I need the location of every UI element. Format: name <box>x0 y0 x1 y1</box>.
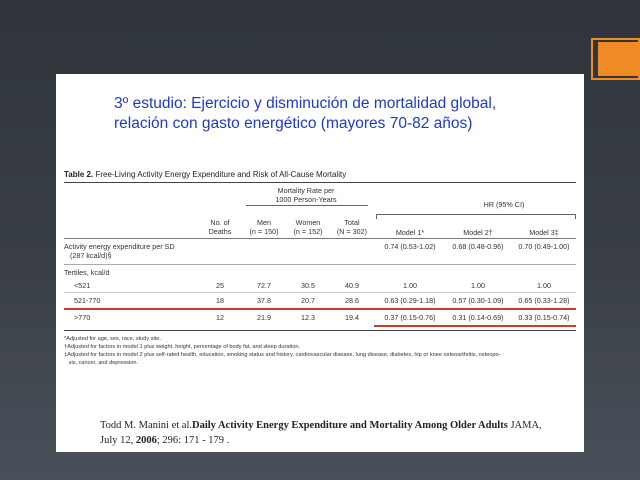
row-separator <box>64 292 576 293</box>
tertile-deaths: 25 <box>216 281 224 290</box>
col-header-total <box>332 218 372 236</box>
col-header-men <box>244 218 284 236</box>
row-sd-label <box>64 242 175 260</box>
tertile-label: 521-770 <box>74 296 101 305</box>
tertile-model1: 0.37 (0.15-0.76) <box>384 313 436 322</box>
tertile-model1: 0.63 (0.29-1.18) <box>384 296 436 305</box>
row-sd-model2: 0.68 (0.48-0.96) <box>452 242 504 251</box>
tertile-model3: 1.00 <box>537 281 551 290</box>
col-total-line-2: (N = 302) <box>336 227 368 236</box>
footnote-model2: †Adjusted for factors in model 1 plus weight, height, percentage of body fat, and sleep duration. <box>64 344 301 350</box>
accent-block-decoration <box>598 42 640 76</box>
slide-title-line-1: 3º estudio: Ejercicio y disminución de mortalidad global, <box>114 95 497 112</box>
tertile-model2: 1.00 <box>471 281 485 290</box>
highlight-red-line-top <box>64 308 576 310</box>
slide-title-line-2: relación con gasto energético (mayores 70-82 años) <box>114 115 473 132</box>
col-header-deaths <box>200 218 240 236</box>
highlight-red-line-bottom <box>374 325 576 327</box>
header-hr-group: HR (95% CI) <box>483 200 525 209</box>
tertile-model3: 0.65 (0.33-1.28) <box>518 296 570 305</box>
tertile-label: <521 <box>74 281 91 290</box>
tertile-total: 28.6 <box>345 296 359 305</box>
tertile-men: 72.7 <box>257 281 271 290</box>
col-men-line-1: Men <box>257 218 271 227</box>
footnote-model1: *Adjusted for age, sex, race, study site. <box>64 336 162 342</box>
table-header-rule <box>64 238 576 239</box>
tertile-model2: 0.57 (0.30-1.09) <box>452 296 504 305</box>
col-header-model3: Model 3‡ <box>529 228 559 237</box>
row-sd-model3: 0.70 (0.49-1.00) <box>518 242 570 251</box>
table-caption <box>64 170 346 179</box>
tertile-total: 40.9 <box>345 281 359 290</box>
tertile-men: 37.8 <box>257 296 271 305</box>
table-top-rule <box>64 182 576 183</box>
col-total-line-1: Total <box>344 218 360 227</box>
citation-journal: JAMA, <box>507 420 542 431</box>
citation-pages: ; 296: 171 - 179 . <box>156 435 230 446</box>
row-sd-label-line-2: (287 kcal/d)§ <box>70 251 112 260</box>
col-header-model1: Model 1* <box>395 228 425 237</box>
tertile-label: >770 <box>74 313 91 322</box>
tertile-women: 20.7 <box>301 296 315 305</box>
citation-date: July 12, <box>100 435 136 446</box>
col-women-line-1: Women <box>295 218 321 227</box>
tertile-model2: 0.31 (0.14-0.69) <box>452 313 504 322</box>
tertile-women: 30.5 <box>301 281 315 290</box>
col-men-line-2: (n = 150) <box>249 227 279 236</box>
slide-content <box>56 74 584 452</box>
footnote-model3-cont: sis, cancer, and depression. <box>64 360 139 366</box>
tertile-total: 19.4 <box>345 313 359 322</box>
row-separator <box>64 264 576 265</box>
tertile-men: 21.9 <box>257 313 271 322</box>
col-header-model2: Model 2† <box>463 228 493 237</box>
col-deaths-line-1: No. of <box>210 218 230 227</box>
slide-title <box>114 94 574 134</box>
citation-article-title: Daily Activity Energy Expenditure and Mortality Among Older Adults <box>192 420 508 431</box>
tertile-model3: 0.33 (0.15-0.74) <box>518 313 570 322</box>
col-deaths-line-2: Deaths <box>208 227 232 236</box>
citation-year: 2006 <box>135 435 157 446</box>
col-header-women <box>288 218 328 236</box>
table-label: Table 2. <box>64 170 94 179</box>
row-sd-label-line-1: Activity energy expenditure per SD <box>64 242 175 251</box>
tertile-women: 12.3 <box>301 313 315 322</box>
tertile-model1: 1.00 <box>403 281 417 290</box>
footnote-model3: ‡Adjusted for factors in model 2 plus self-rated health, education, smoking status and history, cardiovascular disease, lung disease, diabetes, hip or knee osteoarthritis, osteopo- <box>64 352 501 358</box>
mortality-group-underline <box>246 205 368 206</box>
tertile-deaths: 18 <box>216 296 224 305</box>
row-sd-model1: 0.74 (0.53-1.02) <box>384 242 436 251</box>
col-women-line-2: (n = 152) <box>293 227 323 236</box>
tertile-deaths: 12 <box>216 313 224 322</box>
tertiles-label: Tertiles, kcal/d <box>64 268 110 277</box>
table-title: Free-Living Activity Energy Expenditure and Risk of All-Cause Mortality <box>95 170 347 179</box>
header-mortality-line-2: 1000 Person-Years <box>275 195 337 204</box>
header-mortality-line-1: Mortality Rate per <box>277 186 335 195</box>
hr-group-bracket <box>376 214 576 219</box>
table-bottom-rule <box>64 330 576 331</box>
header-mortality-group <box>246 186 366 204</box>
citation <box>100 418 570 448</box>
citation-authors: Todd M. Manini et al. <box>100 420 193 431</box>
